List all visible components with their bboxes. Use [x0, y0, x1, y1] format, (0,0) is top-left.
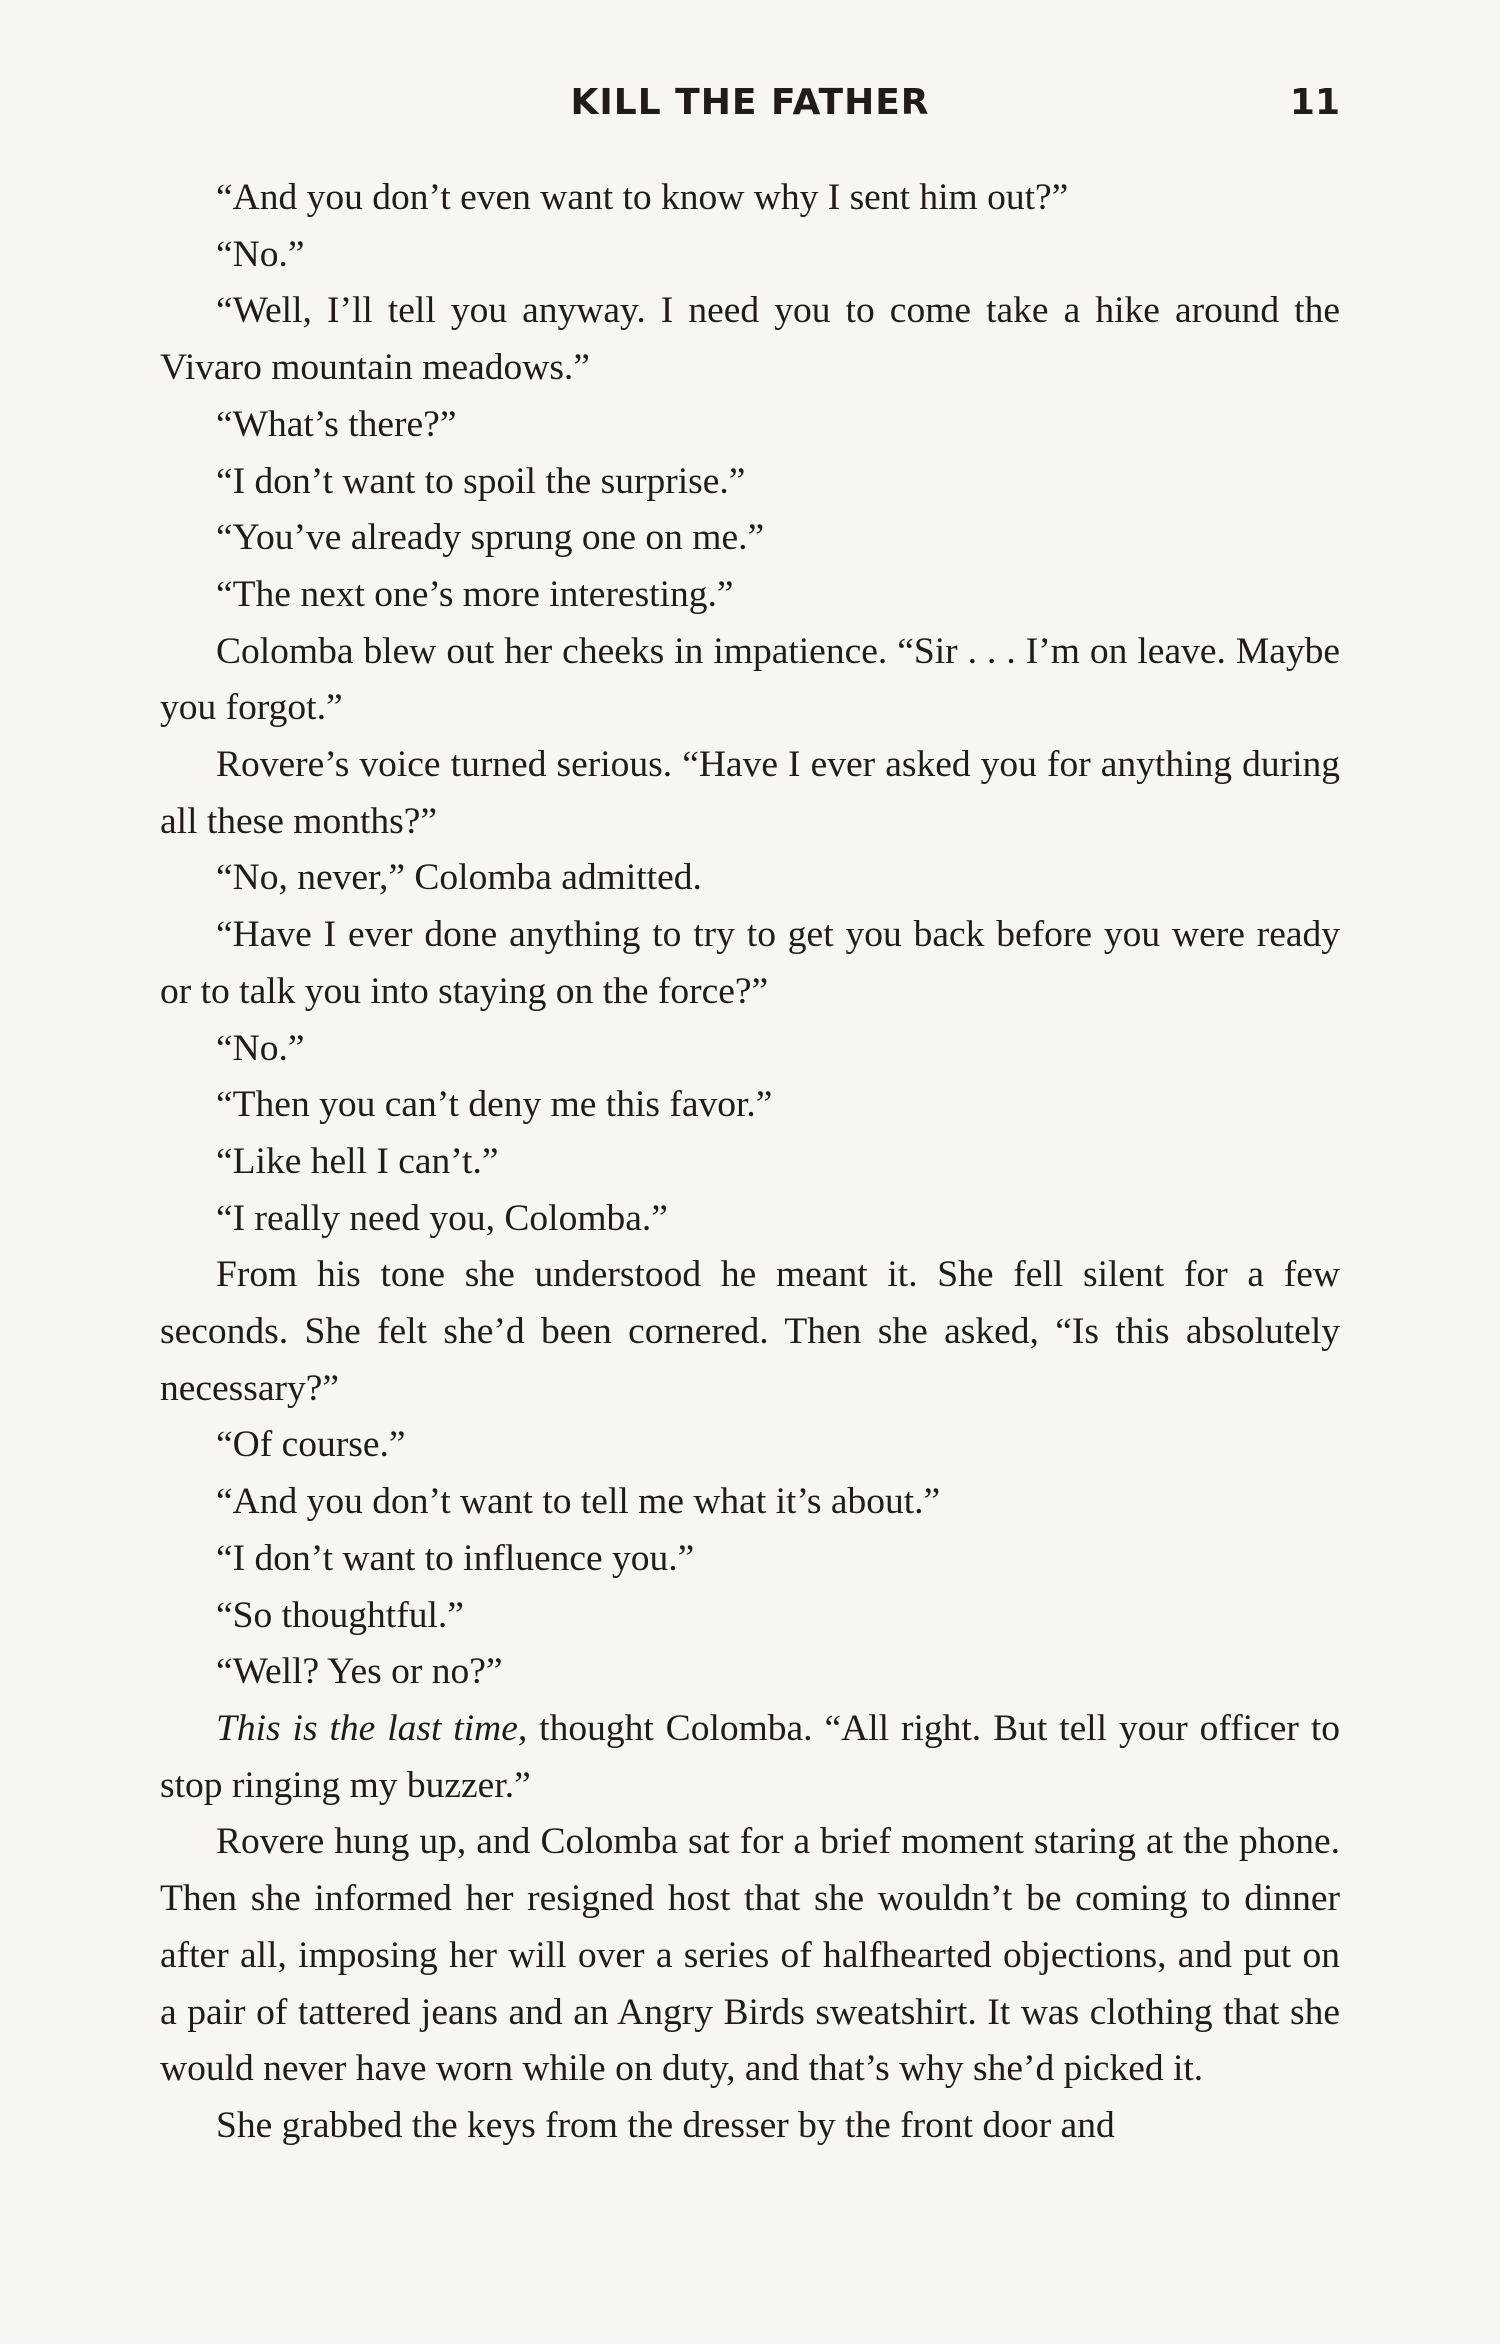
page-number: 11: [1289, 82, 1340, 123]
paragraph: She grabbed the keys from the dresser by the front door and: [216, 2104, 1115, 2146]
paragraph: Rovere’s voice turned serious. “Have I ever asked you for anything during all these months?”: [160, 744, 1340, 842]
paragraph: “Then you can’t deny me this favor.”: [216, 1084, 773, 1126]
italic-thought: This is the last time,: [216, 1707, 528, 1749]
paragraph: “And you don’t even want to know why I sent him out?”: [216, 177, 1069, 218]
paragraph: “Well? Yes or no?”: [216, 1651, 503, 1693]
paragraph: “I don’t want to influence you.”: [216, 1537, 695, 1579]
paragraph: “You’ve already sprung one on me.”: [216, 517, 765, 559]
paragraph: Rovere hung up, and Colomba sat for a brief moment staring at the phone. Then she informed her resigned host that she wouldn’t be coming to dinner after all, imposing her will over a series of halfhearted objections, and put on a pair of tattered jeans and an Angry Birds sweatshirt. It was clothing that she would never have worn while on duty, and that’s why she’d picked it.: [160, 1821, 1340, 2090]
paragraph: From his tone she understood he meant it. She fell silent for a few seconds. She felt she’d been cornered. Then she asked, “Is this absolutely necessary?”: [160, 1254, 1340, 1409]
paragraph: “What’s there?”: [216, 403, 457, 445]
paragraph: “I really need you, Colomba.”: [216, 1197, 668, 1239]
running-head: [160, 78, 1340, 128]
paragraph: “The next one’s more interesting.”: [216, 573, 734, 615]
paragraph: “No.”: [216, 233, 305, 275]
paragraph: “Have I ever done anything to try to get you back before you were ready or to talk you into staying on the force?”: [160, 914, 1340, 1012]
paragraph: “No, never,” Colomba admitted.: [216, 857, 702, 899]
paragraph: “Well, I’ll tell you anyway. I need you to come take a hike around the Vivaro mountain meadows.”: [160, 290, 1340, 389]
paragraph: “And you don’t want to tell me what it’s about.”: [216, 1481, 941, 1523]
paragraph: “Like hell I can’t.”: [216, 1140, 499, 1182]
body-text: [160, 170, 1340, 2155]
paragraph: “I don’t want to spoil the surprise.”: [216, 460, 746, 502]
paragraph-rest: thought Colomba. “All right. But tell your officer to stop ringing my buzzer.”: [160, 1707, 1340, 1806]
paragraph: Colomba blew out her cheeks in impatience. “Sir . . . I’m on leave. Maybe you forgot.”: [160, 630, 1340, 729]
paragraph: “Of course.”: [216, 1424, 406, 1466]
paragraph: “No.”: [216, 1027, 305, 1069]
paragraph-with-italic: [160, 1701, 1340, 1814]
running-title: KILL THE FATHER: [570, 82, 930, 123]
paragraph: “So thoughtful.”: [216, 1594, 464, 1636]
